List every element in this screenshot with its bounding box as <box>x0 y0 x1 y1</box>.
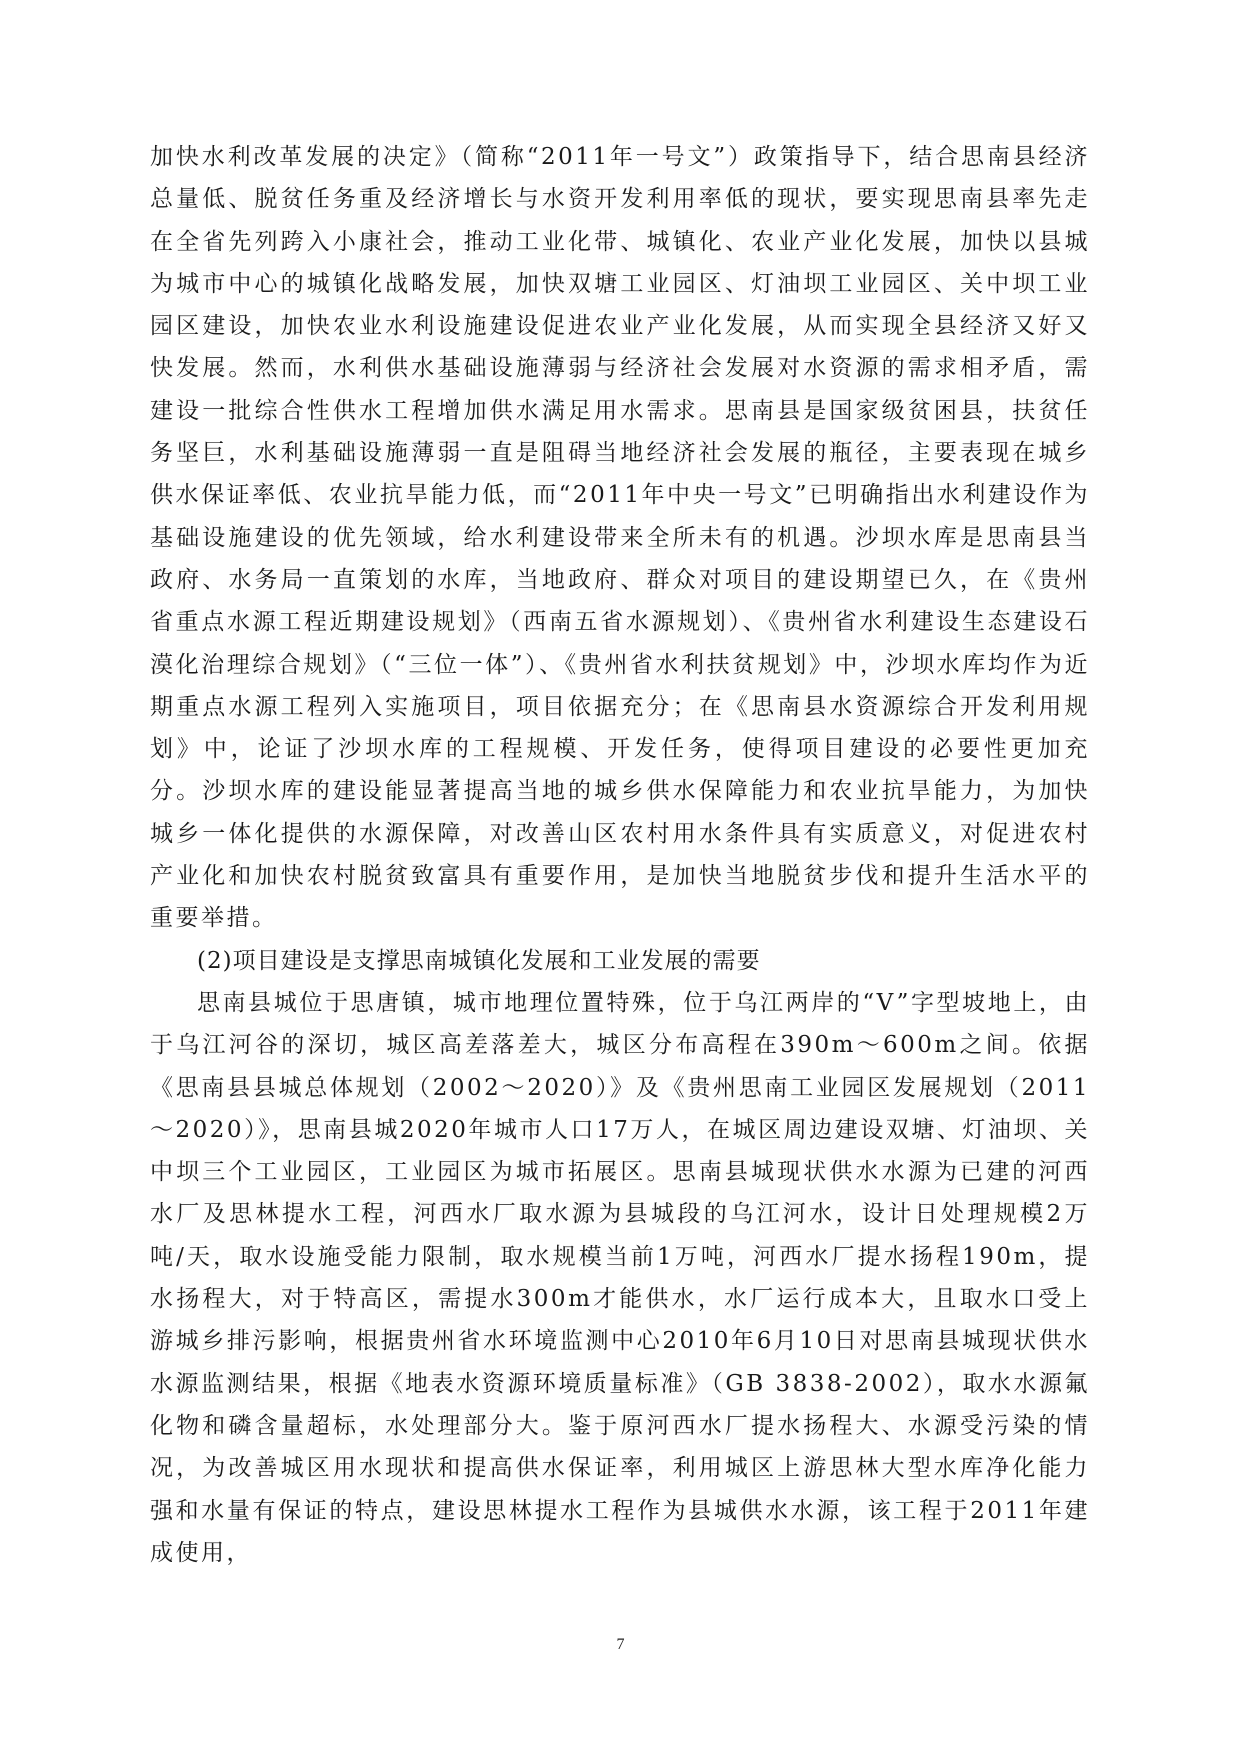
body-paragraph-continued: 加快水利改革发展的决定》（简称“2011年一号文”）政策指导下，结合思南县经济总量低、脱贫任务重及经济增长与水资开发利用率低的现状，要实现思南县率先走在全省先列跨入小康社会，推动工业化带、城镇化、农业产业化发展，加快以县城为城市中心的城镇化战略发展，加快双塘工业园区、灯油坝工业园区、关中坝工业园区建设，加快农业水利设施建设促进农业产业化发展，从而实现全县经济又好又快发展。然而，水利供水基础设施薄弱与经济社会发展对水资源的需求相矛盾，需建设一批综合性供水工程增加供水满足用水需求。思南县是国家级贫困县，扶贫任务坚巨，水利基础设施薄弱一直是阻碍当地经济社会发展的瓶径，主要表现在城乡供水保证率低、农业抗旱能力低，而“2011年中央一号文”已明确指出水利建设作为基础设施建设的优先领域，给水利建设带来全所未有的机遇。沙坝水库是思南县当政府、水务局一直策划的水库，当地政府、群众对项目的建设期望已久，在《贵州省重点水源工程近期建设规划》（西南五省水源规划）、《贵州省水利建设生态建设石漠化治理综合规划》（“三位一体”）、《贵州省水利扶贫规划》中，沙坝水库均作为近期重点水源工程列入实施项目，项目依据充分；在《思南县水资源综合开发利用规划》中，论证了沙坝水库的工程规模、开发任务，使得项目建设的必要性更加充分。沙坝水库的建设能显著提高当地的城乡供水保障能力和农业抗旱能力，为加快城乡一体化提供的水源保障，对改善山区农村用水条件具有实质意义，对促进农村产业化和加快农村脱贫致富具有重要作用，是加快当地脱贫步伐和提升生活水平的重要举措。 <box>150 144 1090 932</box>
body-paragraph: 思南县城位于思唐镇，城市地理位置特殊，位于乌江两岸的“V”字型坡地上，由于乌江河谷的深切，城区高差落差大，城区分布高程在390m～600m之间。依据《思南县县城总体规划（2002～2020）》及《贵州思南工业园区发展规划（2011～2020）》，思南县城2020年城市人口17万人，在城区周边建设双塘、灯油坝、关中坝三个工业园区，工业园区为城市拓展区。思南县城现状供水水源为已建的河西水厂及思林提水工程，河西水厂取水源为县城段的乌江河水，设计日处理规模2万吨/天，取水设施受能力限制，取水规模当前1万吨，河西水厂提水扬程190m，提水扬程大，对于特高区，需提水300m才能供水，水厂运行成本大，且取水口受上游城乡排污影响，根据贵州省水环境监测中心2010年6月10日对思南县城现状供水水源监测结果，根据《地表水资源环境质量标准》（GB 3838-2002），取水水源氟化物和磷含量超标，水处理部分大。鉴于原河西水厂提水扬程大、水源受污染的情况，为改善城区用水现状和提高供水保证率，利用城区上游思林大型水库净化能力强和水量有保证的特点，建设思林提水工程作为县城供水水源，该工程于2011年建成使用， <box>150 989 1090 1566</box>
document-body <box>150 136 1090 1574</box>
section-heading: (2)项目建设是支撑思南城镇化发展和工业发展的需要 <box>197 947 761 974</box>
page-number: 7 <box>616 1636 625 1653</box>
